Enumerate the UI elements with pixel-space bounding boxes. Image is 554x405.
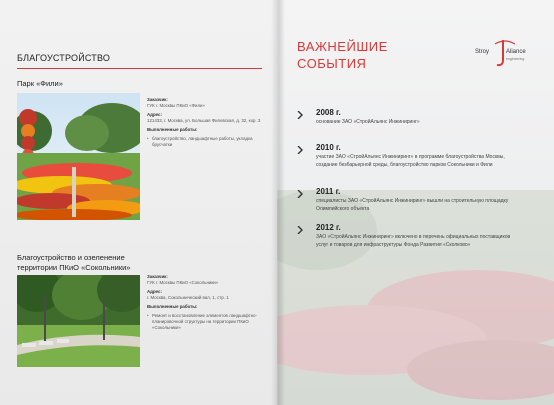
event-year: 2011 г.	[316, 187, 341, 196]
works-item: • Ремонт и восстановление элементов ландшафтно-планировочной структуры на территории ПКиО «Сокольники»	[147, 313, 267, 331]
address-label: Адрес:	[147, 289, 162, 294]
section-title: БЛАГОУСТРОЙСТВО	[17, 53, 111, 63]
event-2008	[297, 108, 537, 138]
company-logo	[473, 38, 533, 68]
customer-value: ГУК г. Москвы ПКиО «Сокольники»	[147, 280, 219, 285]
title-line1: ВАЖНЕЙШИЕ	[297, 39, 388, 54]
logo-word3: engineering	[506, 57, 525, 61]
event-text: специалисты ЗАО «СтройАльянс Инжиниринг» вышли на строительную площадку Олимпийского объекта	[316, 198, 509, 212]
arrow-bullet-icon	[297, 226, 303, 234]
address-value: г. Москва, Сокольнический вал, 1, стр. 1	[147, 295, 229, 300]
works-list	[147, 136, 267, 148]
customer-label: Заказчик:	[147, 97, 168, 102]
event-text: ЗАО «СтройАльянс Инжиниринг» включено в перечень официальных поставщиков услуг и товаров для инфраструктуры Фонда Развития «Сколково»	[316, 234, 511, 248]
customer-value: ГУК г. Москвы ПКиО «Фили»	[147, 103, 205, 108]
address-label: Адрес:	[147, 112, 162, 117]
event-year: 2008 г.	[316, 108, 341, 117]
section-divider	[17, 68, 262, 69]
project1-title: Парк «Фили»	[17, 79, 63, 88]
project2-title-line1: Благоустройство и озеленение	[17, 253, 125, 262]
park-fili-photo	[17, 93, 140, 220]
event-2012	[297, 223, 537, 263]
event-text: основание ЗАО «СтройАльянс Инжиниринг»	[316, 119, 420, 125]
logo-word1: Stroy	[475, 49, 490, 55]
arrow-bullet-icon	[297, 146, 303, 154]
works-label: Выполненные работы:	[147, 127, 198, 132]
event-year: 2010 г.	[316, 143, 341, 152]
logo-word2: Aliance	[506, 49, 526, 55]
arrow-bullet-icon	[297, 111, 303, 119]
right-page	[277, 0, 554, 405]
works-label: Выполненные работы:	[147, 304, 198, 309]
book-spine-shadow	[271, 0, 285, 405]
event-2010	[297, 143, 537, 183]
title-line2: СОБЫТИЯ	[297, 56, 367, 71]
project2-title	[17, 253, 130, 273]
event-year: 2012 г.	[316, 223, 341, 232]
works-item: • благоустройство, ландшафтные работы, укладка брусчатки	[147, 136, 267, 148]
works-list	[147, 313, 267, 331]
address-value: 121433, г. Москва, ул. Большая Филевская, д. 32, кор. 3	[147, 118, 261, 123]
project2-title-line2: территории ПКиО «Сокольники»	[17, 263, 131, 272]
arrow-bullet-icon	[297, 190, 303, 198]
page-title	[297, 38, 388, 72]
sokolniki-photo	[17, 275, 140, 367]
project2-info	[147, 274, 267, 331]
event-text: участие ЗАО «СтройАльянс Инжиниринг» в программе благоустройства Москвы, создание безбарьерной среды, благоустройство парков Сокольники и Фили	[316, 154, 505, 168]
project1-info	[147, 97, 267, 148]
event-2011	[297, 187, 537, 217]
customer-label: Заказчик:	[147, 274, 168, 279]
